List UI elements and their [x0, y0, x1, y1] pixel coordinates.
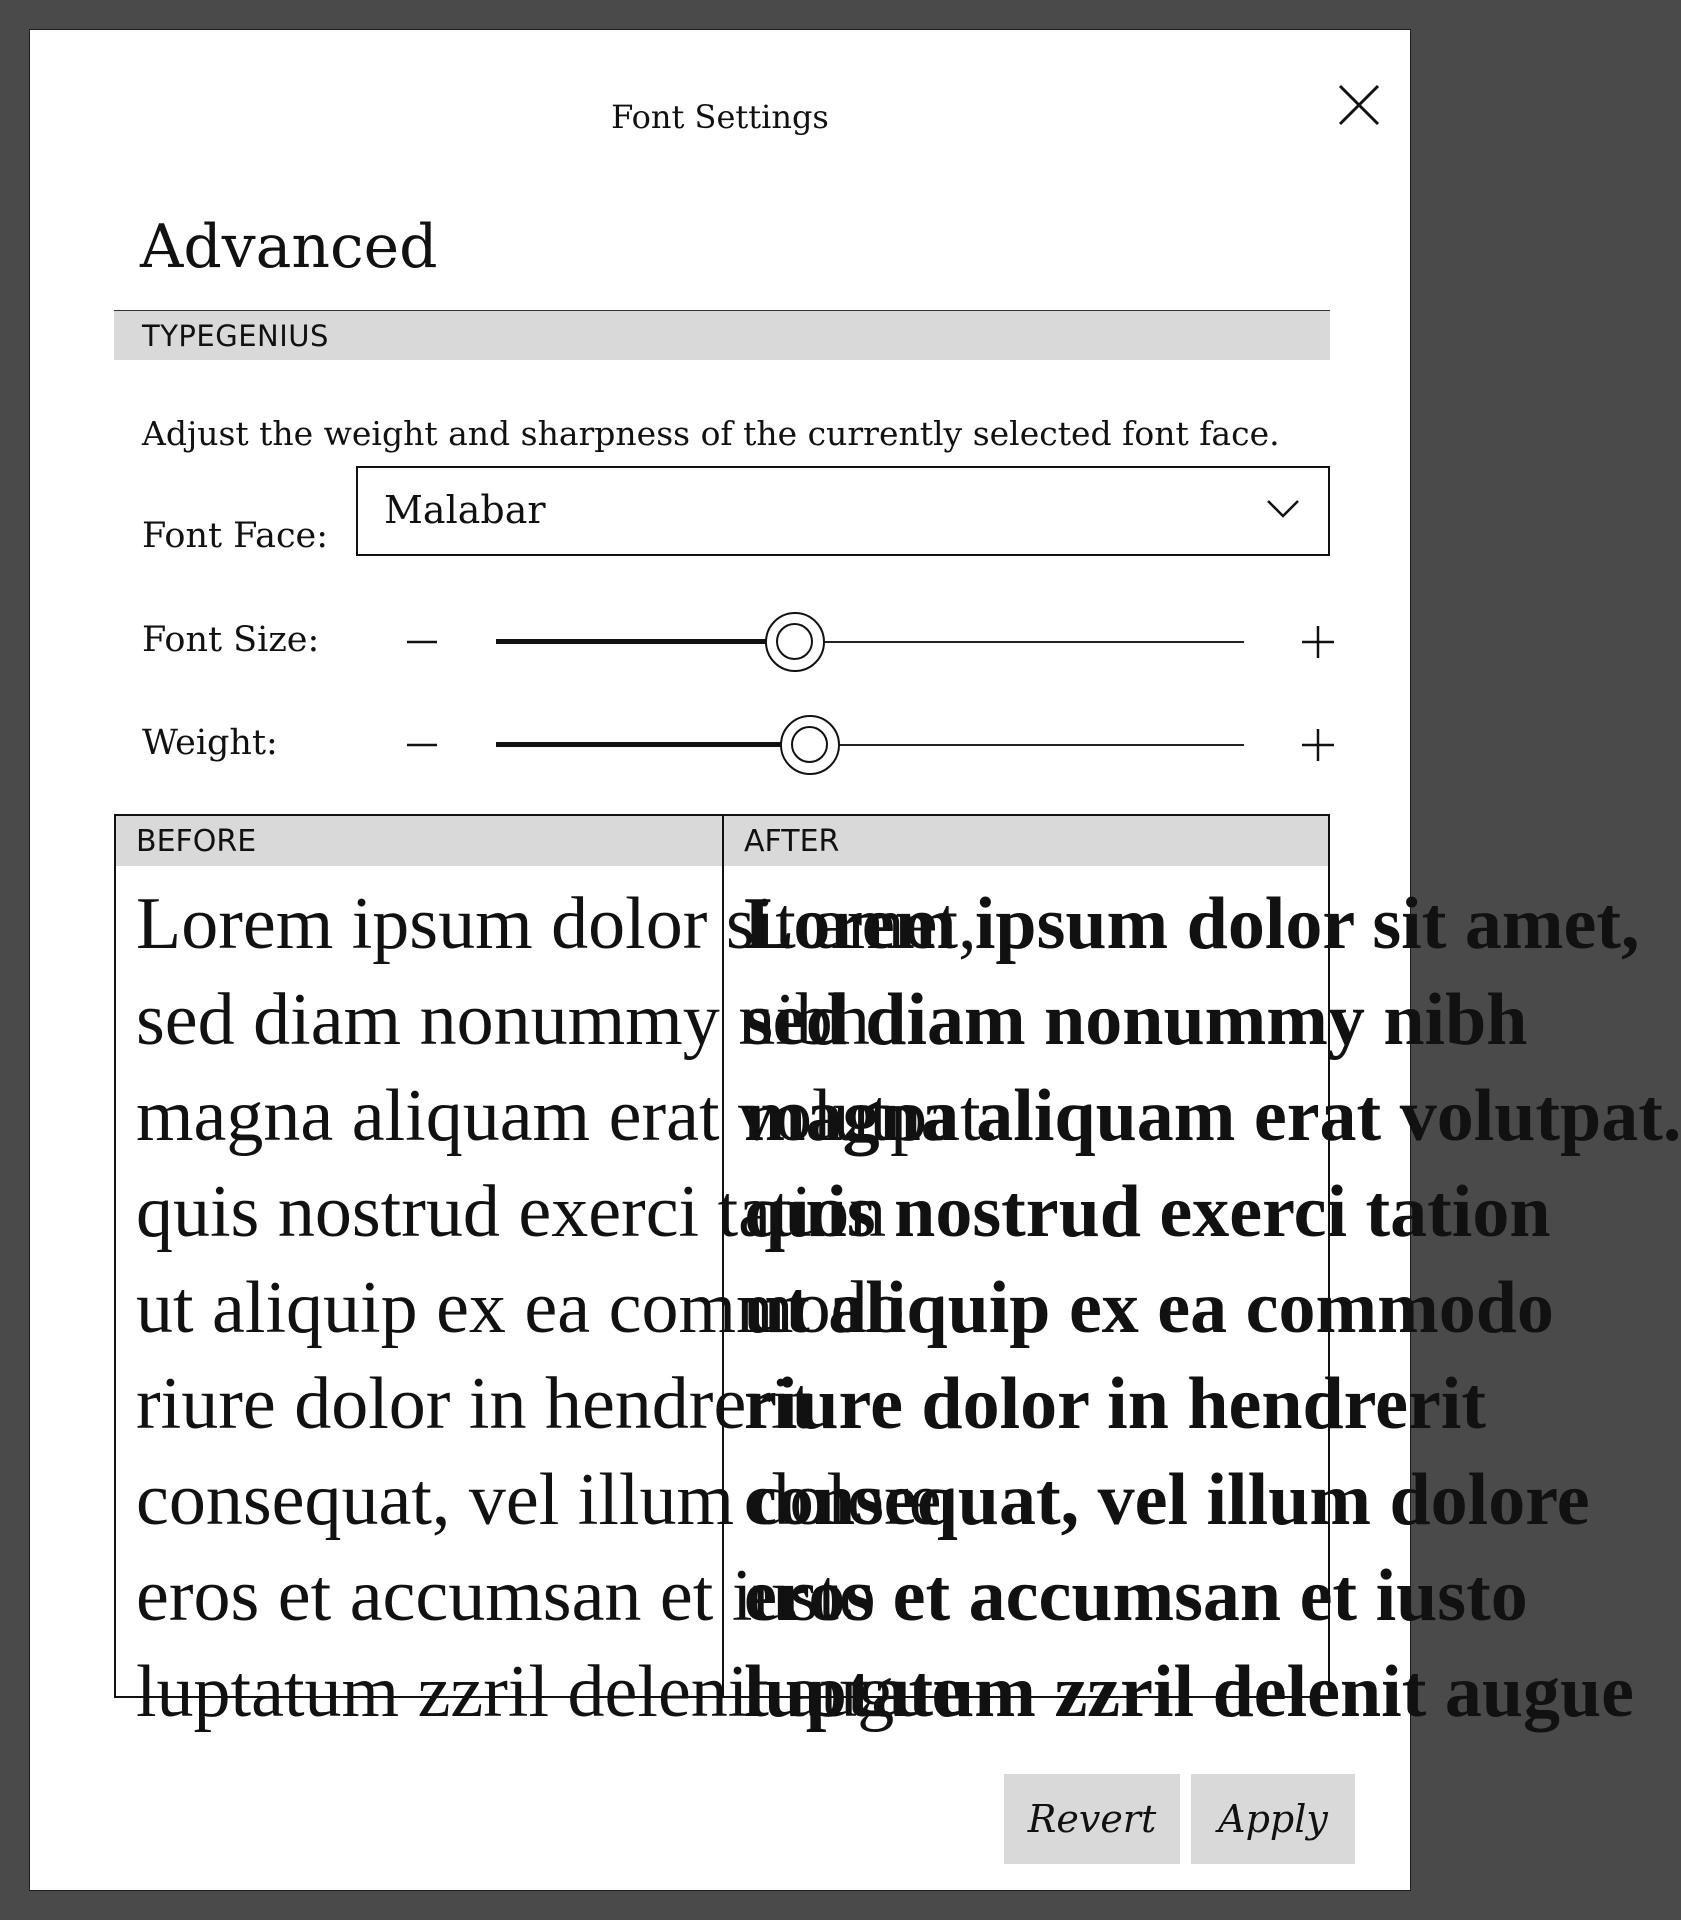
typegenius-section-bar	[114, 310, 1330, 360]
sample-line: ut aliquip ex ea commodo	[136, 1267, 905, 1349]
sample-line: riure dolor in hendrerit	[136, 1363, 813, 1445]
sample-line: consequat, vel illum dolore	[136, 1459, 942, 1541]
chevron-down-icon	[1266, 498, 1300, 520]
sample-line: Lorem ipsum dolor sit amet,	[136, 883, 977, 965]
before-sample-text	[136, 876, 1000, 1733]
before-header	[116, 816, 722, 866]
sample-line: riure dolor in hendrerit	[744, 1363, 1487, 1445]
slider-fill	[496, 742, 810, 747]
sample-line: magna aliquam erat volutpat.	[136, 1075, 1000, 1157]
plus-icon	[1302, 626, 1334, 658]
section-description: Adjust the weight and sharpness of the currently selected font face.	[142, 414, 1280, 453]
after-header	[724, 816, 1328, 866]
weight-label: Weight:	[142, 723, 278, 763]
sample-line: quis nostrud exerci tation	[136, 1171, 887, 1253]
plus-icon	[1302, 729, 1334, 761]
section-heading: Advanced	[140, 212, 438, 282]
sample-line: quis nostrud exerci tation	[744, 1171, 1551, 1253]
before-label: BEFORE	[136, 824, 257, 859]
font-face-label: Font Face:	[142, 516, 329, 556]
preview-panel	[114, 814, 1681, 1733]
weight-slider[interactable]	[496, 715, 1244, 775]
font-size-increase-button[interactable]	[1288, 612, 1348, 672]
sample-line: luptatum zzril delenit augue	[136, 1651, 965, 1733]
font-face-select[interactable]	[356, 466, 1330, 556]
sample-line: ut aliquip ex ea commodo	[744, 1267, 1554, 1349]
revert-button[interactable]: Revert	[1004, 1774, 1180, 1864]
sample-line: eros et accumsan et iusto	[744, 1555, 1528, 1637]
font-size-slider[interactable]	[496, 612, 1244, 672]
slider-thumb[interactable]	[780, 715, 840, 775]
font-size-label: Font Size:	[142, 620, 320, 660]
apply-button[interactable]: Apply	[1191, 1774, 1355, 1864]
sample-line: consequat, vel illum dolore	[744, 1459, 1590, 1541]
sample-line: eros et accumsan et iusto	[136, 1555, 876, 1637]
after-preview	[724, 816, 1681, 1733]
close-button[interactable]	[1324, 70, 1394, 140]
slider-thumb[interactable]	[765, 612, 825, 672]
dialog-title: Font Settings	[611, 98, 829, 136]
section-bar-label: TYPEGENIUS	[142, 319, 329, 353]
weight-increase-button[interactable]	[1288, 715, 1348, 775]
minus-icon	[407, 743, 437, 747]
sample-line: sed diam nonummy nibh	[744, 979, 1528, 1061]
slider-fill	[496, 639, 795, 644]
sample-line: sed diam nonummy nibh	[136, 979, 870, 1061]
sample-line: Lorem ipsum dolor sit amet,	[744, 883, 1640, 965]
font-face-value: Malabar	[384, 488, 546, 532]
sample-line: magna aliquam erat volutpat.	[744, 1075, 1681, 1157]
font-size-decrease-button[interactable]	[392, 612, 452, 672]
weight-decrease-button[interactable]	[392, 715, 452, 775]
after-sample-text	[744, 876, 1681, 1733]
after-label: AFTER	[744, 824, 840, 859]
close-icon	[1336, 82, 1382, 128]
minus-icon	[407, 640, 437, 644]
font-settings-dialog	[29, 29, 1681, 1891]
sample-line: luptatum zzril delenit augue	[744, 1651, 1635, 1733]
